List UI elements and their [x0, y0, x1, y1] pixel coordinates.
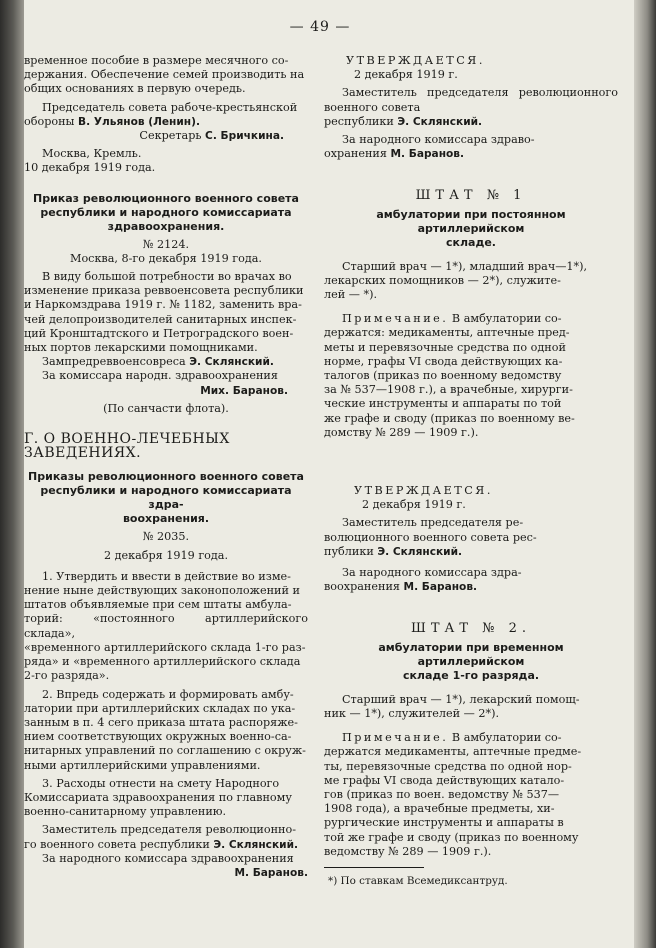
shtat2-heading: ШТАТ № 2.	[411, 621, 531, 637]
order2-comm-label: За народного комиссара здравоохранения	[42, 851, 294, 865]
shtat2-note-first: В амбулатории со-	[451, 731, 562, 745]
order2-number: № 2035.	[142, 530, 190, 544]
order2-p3-line: Комиссариата здравоохранения по главному	[24, 790, 292, 804]
order1-body-line: изменение приказа реввоенсовета республики	[24, 284, 304, 298]
order1-deputy-signature	[24, 355, 308, 369]
order2-p2-line: занным в п. 4 сего приказа штата распоряже-	[24, 715, 298, 729]
approve1-comm-label: За народного комиссара здраво-	[342, 133, 535, 147]
secretary-name: С. Бричкина.	[205, 130, 284, 143]
shtat1-note-line: за № 537—1908 г.), а врачебные, хирурги-	[324, 383, 573, 397]
section-heading: Г. О ВОЕННО-ЛЕЧЕБНЫХ ЗАВЕДЕНИЯХ.	[24, 431, 230, 462]
place: Москва, Кремль.	[42, 147, 142, 161]
approve1-comm-name: М. Баранов.	[390, 148, 465, 161]
shtat1-title: складе.	[446, 235, 496, 249]
approve2-date: 2 декабря 1919 г.	[362, 498, 466, 512]
approve2-deputy-name: Э. Склянский.	[377, 545, 463, 558]
order2-comm-name-line	[24, 866, 308, 880]
approve1-comm-label-2: охранения	[324, 147, 387, 161]
approve1-deputy-label: Заместитель председателя революционного военного совета	[324, 86, 618, 114]
approve2-deputy-label-3: публики	[324, 544, 374, 558]
approve2-deputy-label: Заместитель председателя ре-	[342, 516, 524, 530]
footnote: *) По ставкам Всемедиксантруд.	[328, 874, 508, 887]
intro-line: общих основаниях в первую очередь.	[24, 82, 246, 96]
shtat2-note-line: ме графы VI свода действующих катало-	[324, 773, 565, 787]
order2-deputy-label-2: го военного совета республики	[24, 837, 210, 851]
order2-date: 2 декабря 1919 года.	[103, 548, 229, 562]
order2-p1-line: штатов объявляемые при сем штаты амбула-	[24, 598, 292, 612]
order2-p2-line: латории при артиллерийских складах по ука-	[24, 701, 296, 715]
shtat1-note-line: держатся: медикаменты, аптечные пред-	[324, 326, 570, 340]
order1-place-date: Москва, 8-го декабря 1919 года.	[69, 251, 262, 265]
shtat1-note-first: В амбулатории со-	[451, 312, 562, 326]
shtat1-title: амбулатории при постоянном артиллерийском	[376, 207, 566, 235]
page-edge-shadow	[634, 0, 656, 948]
order2-p1-line: торий: «постоянного артиллерийского склада»,	[24, 612, 308, 640]
order1-body-line: и Наркомздрава 1919 г. № 1182, заменить вра-	[24, 298, 302, 312]
approve1-deputy-signature	[324, 115, 618, 129]
order2-title: Приказы революционного военного совета	[28, 470, 304, 484]
order1-number: № 2124.	[142, 237, 190, 251]
order2-p1-line: ряда» и «временного артиллерийского склада	[24, 655, 301, 669]
approve2-comm-label: За народного комиссара здра-	[342, 566, 522, 580]
approve2-deputy-signature	[324, 545, 618, 559]
order1-comm-name-line	[24, 384, 308, 398]
date: 10 декабря 1919 года.	[24, 161, 156, 175]
order1-title: республики и народного комиссариата	[40, 205, 292, 219]
shtat2-note-line: держатся медикаменты, аптечные предме-	[324, 745, 582, 759]
shtat2-note-line: рургические инструменты и аппараты в	[324, 816, 564, 830]
shtat2-title: складе 1-го разряда.	[402, 668, 540, 682]
order1-title: Приказ революционного военного совета	[33, 191, 299, 205]
order2-p1-line: нение ныне действующих законоположений и	[24, 584, 300, 598]
order2-p2-line: 2. Впредь содержать и формировать амбу-	[42, 687, 294, 701]
order2-deputy-signature	[24, 838, 308, 852]
approve2-heading: УТВЕРЖДАЕТСЯ.	[354, 484, 493, 498]
shtat1-note-line: же графе и своду (приказ по военному ве-	[324, 411, 575, 425]
order2-p1-line: 1. Утвердить и ввести в действие во изме-	[42, 569, 291, 583]
order1-deputy-name: Э. Склянский.	[189, 356, 274, 369]
footnote-rule	[324, 867, 424, 868]
approve2-deputy-label-2: волюционного военного совета рес-	[324, 530, 537, 544]
order2-comm-name: М. Баранов.	[234, 866, 308, 879]
order2-p3-line: 3. Расходы отнести на смету Народного	[42, 776, 280, 790]
order2-title: воохранения.	[122, 512, 210, 526]
order2-p2-line: ными артиллерийскими управлениями.	[24, 758, 261, 772]
secretary-signature	[24, 129, 308, 143]
order1-note: (По санчасти флота).	[103, 401, 229, 415]
order1-body-line: ных портов лекарскими помощниками.	[24, 341, 258, 355]
shtat2-note-first-line	[324, 731, 618, 745]
shtat2-staff-line: ник — 1*), служителей — 2*).	[324, 706, 500, 720]
order2-title: республики и народного комиссариата здра-	[40, 484, 292, 512]
order2-deputy-label: Заместитель председателя революционно-	[42, 823, 297, 837]
order2-p1-line: 2-го разряда».	[24, 669, 110, 683]
chair-label-2: обороны	[24, 114, 75, 128]
order2-p2-line: нитарных управлений по соглашению с окруж-	[24, 744, 306, 758]
order1-deputy-label: Зампредреввоенсовреса	[42, 355, 186, 369]
chair-name: В. Ульянов (Ленин).	[78, 115, 200, 128]
chair-signature	[24, 115, 308, 129]
shtat2-title: амбулатории при временном артиллерийском	[378, 640, 564, 668]
shtat1-note-line: ческие инструменты и аппараты по той	[324, 397, 562, 411]
chair-label: Председатель совета рабоче-крестьянской	[42, 100, 298, 114]
approve1-deputy-name: Э. Склянский.	[397, 115, 483, 128]
approve1-date: 2 декабря 1919 г.	[354, 68, 458, 82]
shtat1-note-line: домству № 289 — 1909 г.).	[324, 425, 479, 439]
order1-comm-name: Мих. Баранов.	[200, 384, 288, 397]
intro-line: временное пособие в размере месячного со-	[24, 54, 289, 67]
left-column	[24, 54, 308, 880]
page-number: — 49 —	[289, 19, 351, 35]
secretary-label: Секретарь	[139, 129, 202, 143]
order2-p3-line: военно-санитарному управлению.	[24, 805, 227, 819]
approve1-heading: УТВЕРЖДАЕТСЯ.	[346, 54, 485, 67]
shtat1-staff-line: лекарских помощников — 2*), служите-	[324, 273, 561, 287]
approve2-comm-name: М. Баранов.	[403, 581, 478, 594]
order2-deputy-name: Э. Склянский.	[213, 838, 299, 851]
shtat1-note-line: талогов (приказ по военному ведомству	[324, 369, 562, 383]
order2-p2-line: нием соответствующих окружных военно-са-	[24, 730, 292, 744]
shtat1-note-word: Примечание.	[342, 312, 449, 326]
shtat2-note-line: 1908 года), а врачебные предметы, хи-	[324, 802, 555, 816]
shtat1-note-line: меты и перевязочные средства по одной	[324, 340, 566, 354]
shtat2-note-line: гов (приказ по воен. ведомству № 537—	[324, 787, 560, 801]
order1-body-line: чей делопроизводителей санитарных инспек-	[24, 312, 297, 326]
shtat1-note-first-line	[324, 312, 618, 326]
shtat2-note-line: той же графе и своду (приказ по военному	[324, 830, 579, 844]
approve2-comm-signature	[324, 580, 618, 594]
shtat1-staff-line: лей — *).	[324, 288, 377, 302]
shtat2-note-word: Примечание.	[342, 731, 449, 745]
shtat2-note-line: ты, перевязочные средства по одной нор-	[324, 759, 572, 773]
order1-body-line: В виду большой потребности во врачах во	[42, 270, 292, 284]
order1-body-line: ций Кронштадтского и Петроградского воен-	[24, 326, 294, 340]
order2-p1-line: «временного артиллерийского склада 1-го раз-	[24, 640, 306, 654]
shtat1-staff-line: Старший врач — 1*), младший врач—1*),	[342, 259, 588, 273]
approve2-comm-label-2: воохранения	[324, 580, 400, 594]
right-column	[324, 54, 618, 888]
shtat2-note-line: ведомству № 289 — 1909 г.).	[324, 844, 492, 858]
approve1-comm-signature	[324, 147, 618, 161]
shtat1-heading: ШТАТ № 1	[415, 188, 527, 204]
order1-comm-label: За комиссара народн. здравоохранения	[42, 369, 278, 383]
shtat1-note-line: норме, графы VI свода действующих ка-	[324, 354, 563, 368]
shtat2-staff-line: Старший врач — 1*), лекарский помощ-	[342, 692, 580, 706]
intro-line: держания. Обеспечение семей производить на	[24, 68, 305, 82]
book-spine-shadow	[0, 0, 24, 948]
order1-title: здравоохранения.	[107, 219, 225, 233]
approve1-deputy-label-2: республики	[324, 114, 394, 128]
